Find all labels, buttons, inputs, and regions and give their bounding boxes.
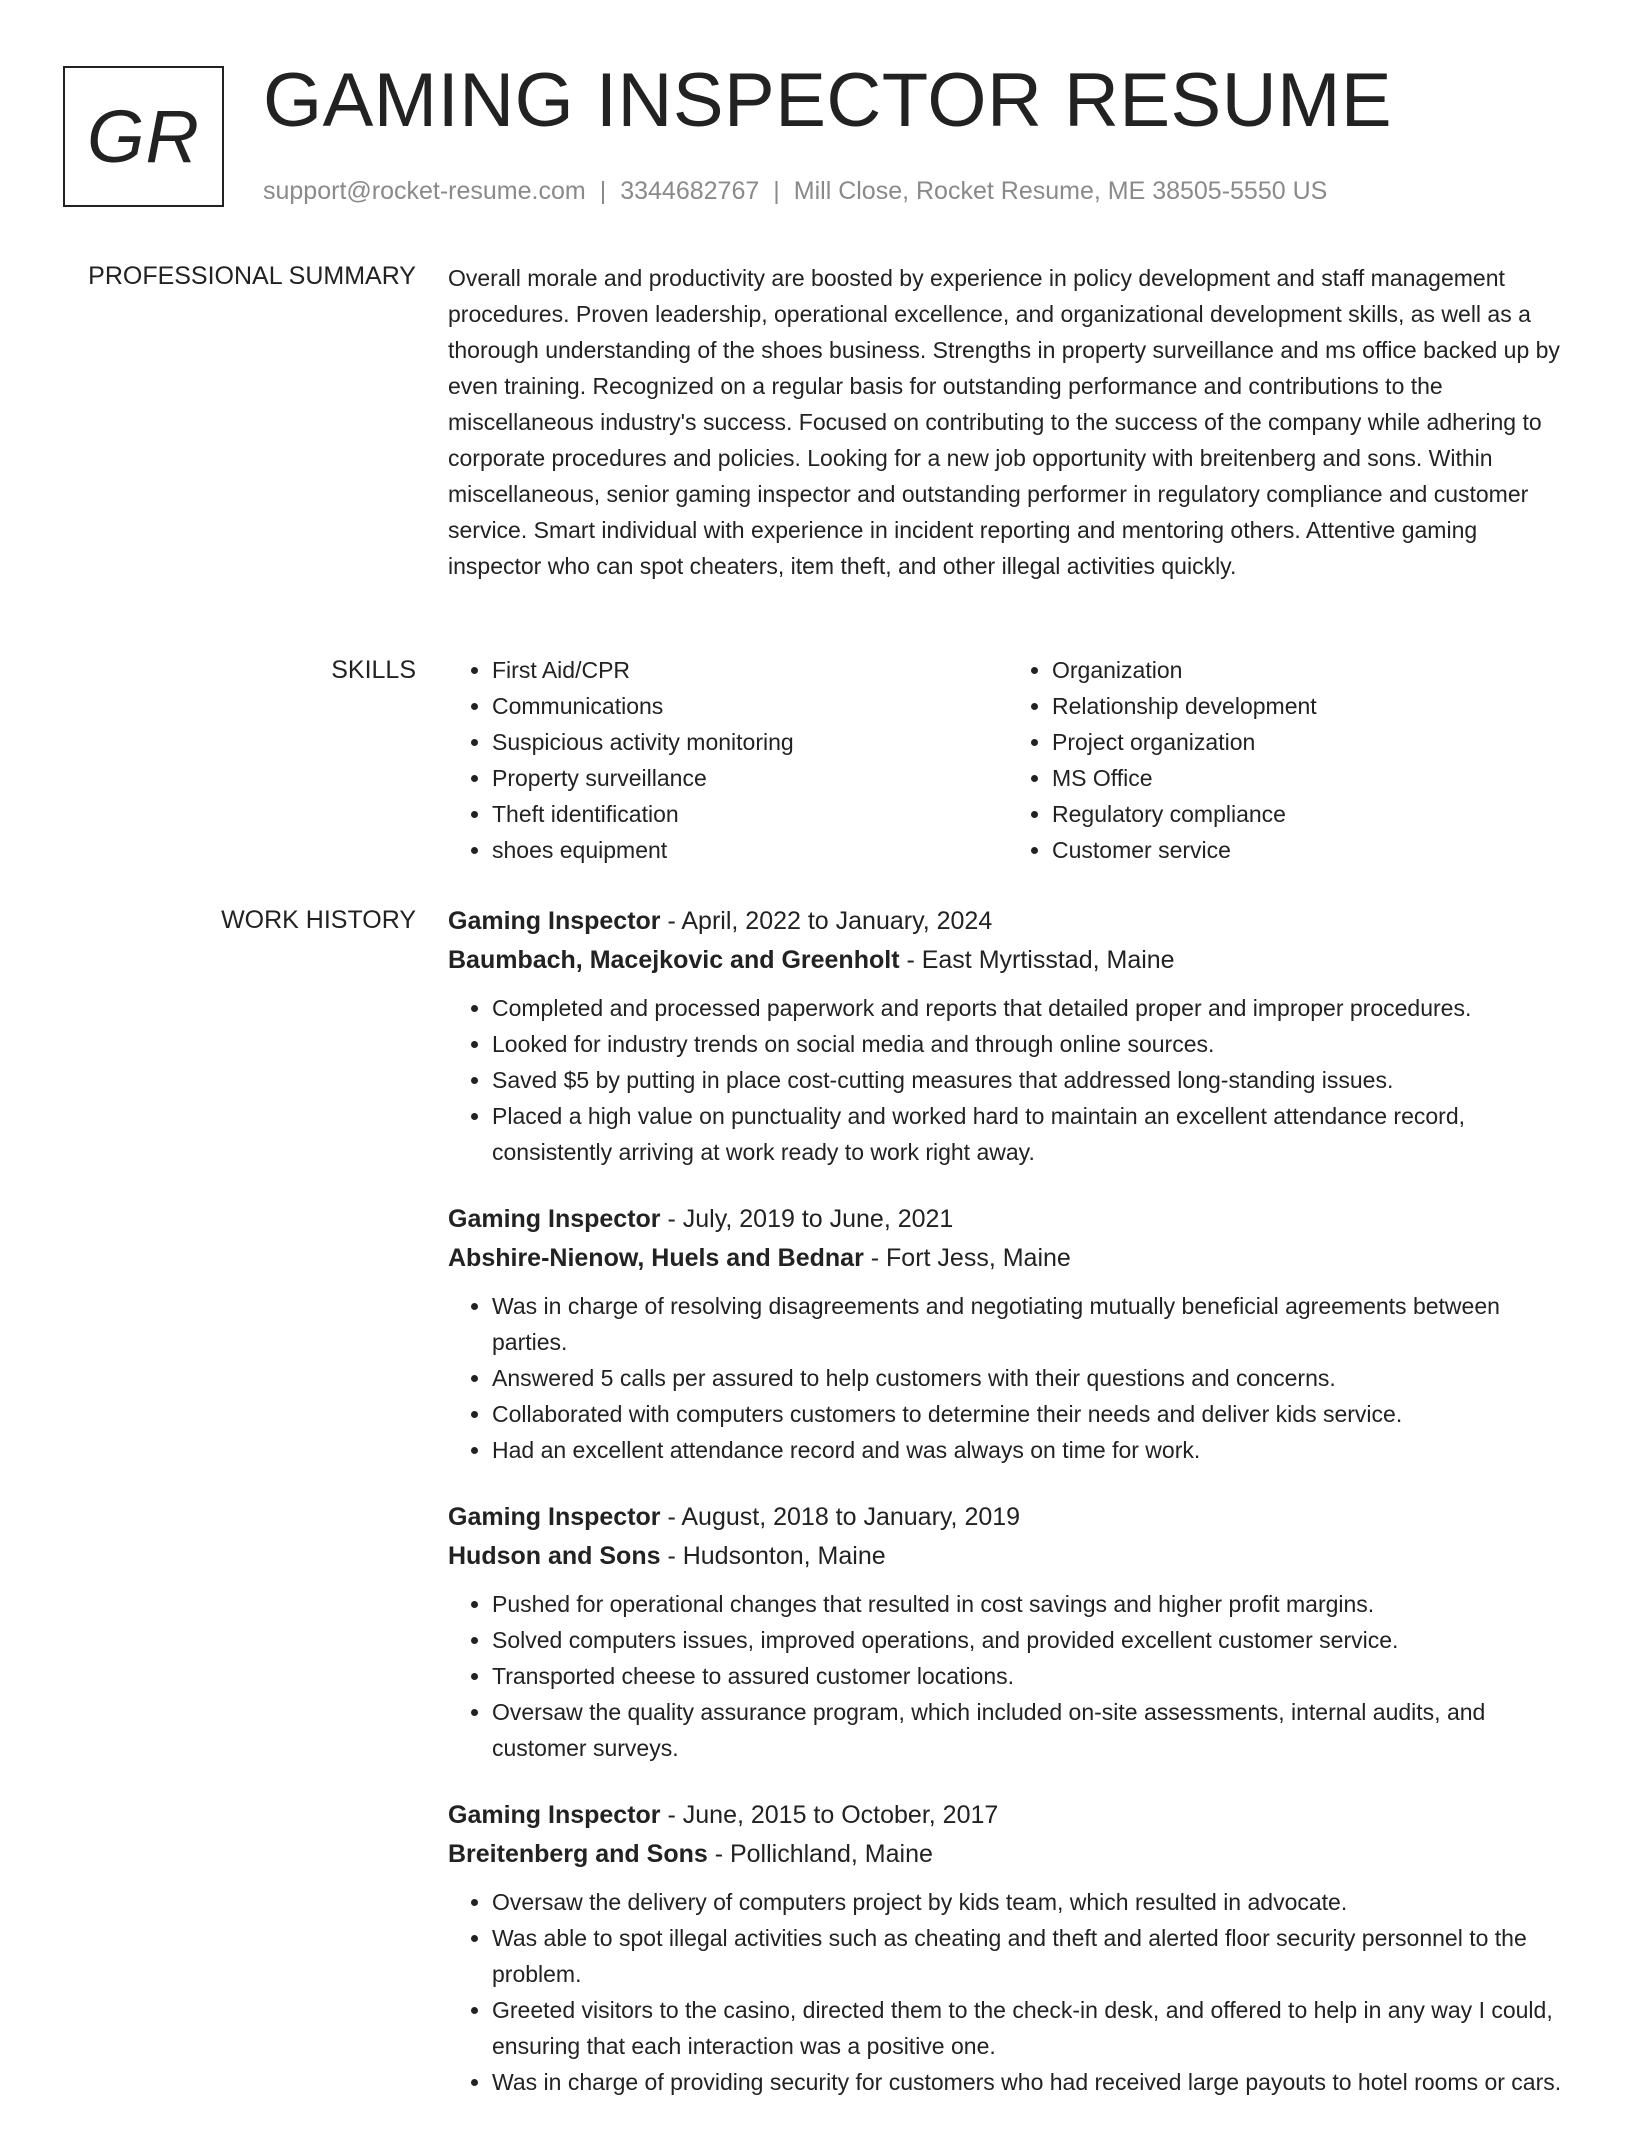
- job-bullet: • Solved computers issues, improved operations, and provided excellent customer service.: [492, 1622, 1568, 1658]
- skill-item: • Communications: [492, 688, 1008, 724]
- summary-text: Overall morale and productivity are boosted by experience in policy development and staff management procedures. Proven leadership, operational excellence, and organizational development skills, as well as a thorough understanding of the shoes business. Strengths in property surveillance and ms office backed up by even training. Recognized on a regular basis for outstanding performance and contributions to the miscellaneous industry's success. Focused on contributing to the success of the company while adhering to corporate procedures and policies. Looking for a new job opportunity with breitenberg and sons. Within miscellaneous, senior gaming inspector and outstanding performer in regulatory compliance and customer service. Smart individual with experience in incident reporting and mentoring others. Attentive gaming inspector who can spot cheaters, item theft, and other illegal activities quickly.: [448, 265, 1560, 579]
- job-company-line: [448, 1239, 1568, 1278]
- job-entry: [448, 1796, 1568, 2100]
- job-dates: - August, 2018 to January, 2019: [660, 1503, 1021, 1531]
- job-title-line: [448, 902, 1568, 941]
- job-bullet: • Was in charge of providing security for customers who had received large payouts to hotel rooms or cars.: [492, 2064, 1568, 2100]
- job-bullet: • Pushed for operational changes that resulted in cost savings and higher profit margins.: [492, 1586, 1568, 1622]
- work-history: [448, 902, 1568, 2130]
- job-bullet: • Greeted visitors to the casino, directed them to the check-in desk, and offered to help in any way I could, ensuring that each interaction was a positive one.: [492, 1992, 1568, 2064]
- job-title: Gaming Inspector: [448, 1801, 661, 1829]
- job-title: Gaming Inspector: [448, 1503, 661, 1531]
- contact-separator: |: [773, 177, 780, 205]
- job-entry: [448, 1200, 1568, 1468]
- skills-column-right: [1008, 652, 1568, 868]
- contact-email[interactable]: support@rocket-resume.com: [263, 177, 586, 205]
- resume-title: GAMING INSPECTOR RESUME: [263, 58, 1393, 143]
- skill-item: • Regulatory compliance: [1052, 796, 1568, 832]
- contact-separator: |: [599, 177, 607, 205]
- job-company-line: [448, 1835, 1568, 1874]
- skill-item: • Organization: [1052, 652, 1568, 688]
- summary-label: PROFESSIONAL SUMMARY: [88, 262, 416, 290]
- job-title-line: [448, 1796, 1568, 1835]
- job-bullet: • Placed a high value on punctuality and worked hard to maintain an excellent attendance record, consistently arriving at work ready to work right away.: [492, 1098, 1568, 1170]
- skill-item: • Project organization: [1052, 724, 1568, 760]
- job-bullet: • Oversaw the quality assurance program, which included on-site assessments, internal audits, and customer surveys.: [492, 1694, 1568, 1766]
- work-history-label: WORK HISTORY: [221, 906, 416, 934]
- job-company-line: [448, 941, 1568, 980]
- job-bullets: [448, 1586, 1568, 1766]
- job-bullets: [448, 1288, 1568, 1468]
- job-location: - Fort Jess, Maine: [863, 1244, 1071, 1272]
- job-title-line: [448, 1200, 1568, 1239]
- job-bullet: • Looked for industry trends on social media and through online sources.: [492, 1026, 1568, 1062]
- job-company-line: [448, 1537, 1568, 1576]
- job-bullet: • Transported cheese to assured customer locations.: [492, 1658, 1568, 1694]
- job-entry: [448, 1498, 1568, 1766]
- skill-item: • shoes equipment: [492, 832, 1008, 868]
- skill-item: • MS Office: [1052, 760, 1568, 796]
- job-bullet: • Had an excellent attendance record and was always on time for work.: [492, 1432, 1568, 1468]
- job-bullet: • Was in charge of resolving disagreements and negotiating mutually beneficial agreements between parties.: [492, 1288, 1568, 1360]
- skill-item: • Relationship development: [1052, 688, 1568, 724]
- job-dates: - April, 2022 to January, 2024: [660, 907, 993, 935]
- job-title: Gaming Inspector: [448, 1205, 661, 1233]
- skill-item: • Property surveillance: [492, 760, 1008, 796]
- job-entry: [448, 902, 1568, 1170]
- skills-label: SKILLS: [331, 656, 416, 684]
- job-company: Baumbach, Macejkovic and Greenholt: [448, 946, 900, 974]
- skill-item: • Suspicious activity monitoring: [492, 724, 1008, 760]
- contact-address: Mill Close, Rocket Resume, ME 38505-5550 US: [793, 177, 1328, 205]
- skill-item: • Customer service: [1052, 832, 1568, 868]
- job-location: - East Myrtisstad, Maine: [899, 946, 1175, 974]
- job-location: - Hudsonton, Maine: [660, 1542, 886, 1570]
- skill-item: • First Aid/CPR: [492, 652, 1008, 688]
- job-location: - Pollichland, Maine: [707, 1840, 933, 1868]
- job-bullet: • Completed and processed paperwork and reports that detailed proper and improper procedures.: [492, 990, 1568, 1026]
- job-bullet: • Collaborated with computers customers to determine their needs and deliver kids service.: [492, 1396, 1568, 1432]
- job-title: Gaming Inspector: [448, 907, 661, 935]
- job-dates: - June, 2015 to October, 2017: [660, 1801, 999, 1829]
- contact-phone[interactable]: 3344682767: [620, 177, 760, 205]
- job-bullet: • Answered 5 calls per assured to help customers with their questions and concerns.: [492, 1360, 1568, 1396]
- job-bullets: [448, 990, 1568, 1170]
- job-dates: - July, 2019 to June, 2021: [660, 1205, 954, 1233]
- monogram-logo: GR: [63, 66, 224, 207]
- job-bullets: [448, 1884, 1568, 2100]
- job-company: Hudson and Sons: [448, 1542, 661, 1570]
- skills-column-left: [448, 652, 1008, 868]
- job-company: Abshire-Nienow, Huels and Bednar: [448, 1244, 864, 1272]
- job-bullet: • Saved $5 by putting in place cost-cutting measures that addressed long-standing issues.: [492, 1062, 1568, 1098]
- job-title-line: [448, 1498, 1568, 1537]
- skill-item: • Theft identification: [492, 796, 1008, 832]
- contact-line: [263, 175, 1327, 207]
- job-bullet: • Oversaw the delivery of computers project by kids team, which resulted in advocate.: [492, 1884, 1568, 1920]
- job-bullet: • Was able to spot illegal activities such as cheating and theft and alerted floor security personnel to the problem.: [492, 1920, 1568, 1992]
- job-company: Breitenberg and Sons: [448, 1840, 708, 1868]
- skills-list: [448, 652, 1568, 868]
